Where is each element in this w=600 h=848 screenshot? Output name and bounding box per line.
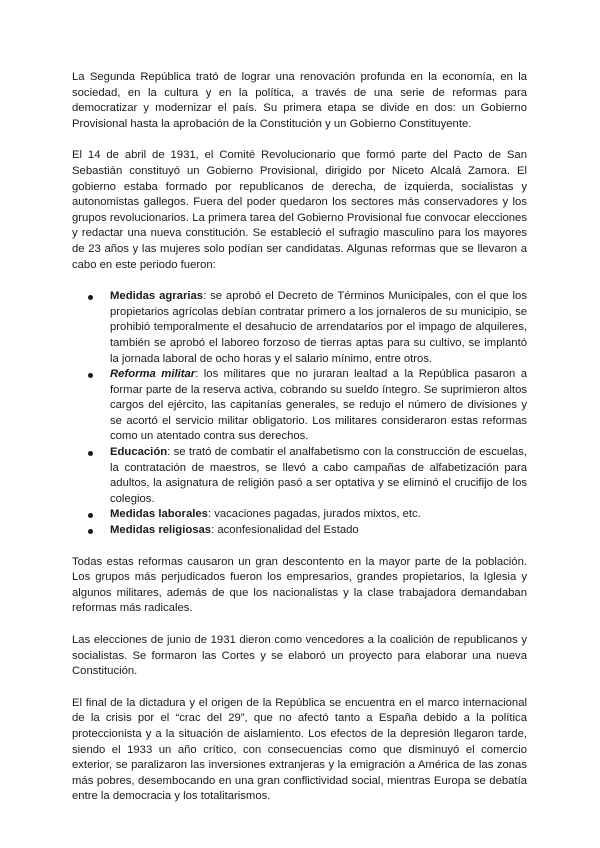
list-item-term: Medidas laborales bbox=[110, 508, 208, 521]
list-item-text: : aconfesionalidad del Estado bbox=[211, 524, 359, 537]
list-item-text: : vacaciones pagadas, jurados mixtos, etc. bbox=[207, 508, 421, 521]
reforms-list bbox=[72, 289, 527, 539]
crisis-paragraph: El final de la dictadura y el origen de la República se encuentra en el marco internacional de la crisis por el “crac del 29”, que no afectó tanto a España debido a la política proteccionista y a la situación de aislamiento. Los efectos de la depresión llegaron tarde, siendo el 1933 un año crítico, con consecuencias como que disminuyó el comercio exterior, se paralizaron las inversiones extranjeras y la emigración a América de las zonas más pobres, desembocando en una gran conflictividad social, mientras Europa se debatía entre la democracia y los totalitarismos. bbox=[72, 696, 527, 803]
list-item bbox=[110, 367, 527, 445]
list-item-term: Medidas agrarias bbox=[110, 290, 204, 303]
discontent-paragraph: Todas estas reformas causaron un gran descontento en la mayor parte de la población. Los grupos más perjudicados fueron los empresarios, grandes propietarios, la Iglesia y algunos militares, además de que los nacionalistas y la clase trabajadora demandaban reformas más radicales. bbox=[72, 555, 527, 615]
list-item-term: Educación bbox=[110, 446, 168, 459]
list-item-term: Reforma militar bbox=[110, 368, 196, 381]
list-item bbox=[110, 445, 527, 507]
intro-paragraph: La Segunda República trató de lograr una renovación profunda en la economía, en la sociedad, en la cultura y en la política, a través de una serie de reformas para democratizar y modernizar el país. Su primera etapa se divide en dos: un Gobierno Provisional hasta la aprobación de la Constitución y un Gobierno Constituyente. bbox=[72, 71, 527, 130]
list-item-term: Medidas religiosas bbox=[110, 524, 212, 537]
list-item-text: : los militares que no juraran lealtad a la República pasaron a formar parte de la reserva activa, cobrando su sueldo íntegro. Se suprimieron altos cargos del ejército, las capitanías generales, se redujo el número de divisiones y se acortó el servicio militar obligatorio. Los militares consideraron estas reformas como un atentado contra sus derechos. bbox=[110, 368, 528, 443]
elections-paragraph: Las elecciones de junio de 1931 dieron como vencedores a la coalición de republicanos y socialistas. Se formaron las Cortes y se elaboró un proyecto para elaborar una nueva Constitución. bbox=[72, 634, 527, 678]
list-item-text: : se aprobó el Decreto de Términos Municipales, con el que los propietarios agrícolas debían contratar primero a los jornaleros de su municipio, se prohibió temporalmente el desahucio de arrendatarios por el impago de alquileres, también se aprobó el laboreo forzoso de tierras aptas para su cultivo, se implantó la jornada laboral de ocho horas y el salario mínimo, entre otros. bbox=[110, 290, 527, 365]
list-item bbox=[110, 507, 527, 523]
provisional-government-paragraph: El 14 de abril de 1931, el Comité Revolucionario que formó parte del Pacto de San Sebastián constituyó un Gobierno Provisional, dirigido por Niceto Alcalá Zamora. El gobierno estaba formado por republicanos de derecha, de izquierda, socialistas y autonomistas gallegos. Fuera del poder quedaron los sectores más conservadores y los grupos revolucionarios. La primera tarea del Gobierno Provisional fue convocar elecciones y redactar una nueva constitución. Se estableció el sufragio masculino para los mayores de 23 años y las mujeres solo podían ser candidatas. Algunas reformas que se llevaron a cabo en este periodo fueron: bbox=[72, 149, 527, 271]
list-item bbox=[110, 523, 527, 539]
document-page bbox=[72, 70, 527, 821]
list-item bbox=[110, 289, 527, 367]
list-item-text: : se trató de combatir el analfabetismo con la construcción de escuelas, la contratación de maestros, se llevó a cabo campañas de alfabetización para adultos, la asignatura de religión pasó a ser optativa y se eliminó el crucifijo de los colegios. bbox=[110, 446, 527, 505]
